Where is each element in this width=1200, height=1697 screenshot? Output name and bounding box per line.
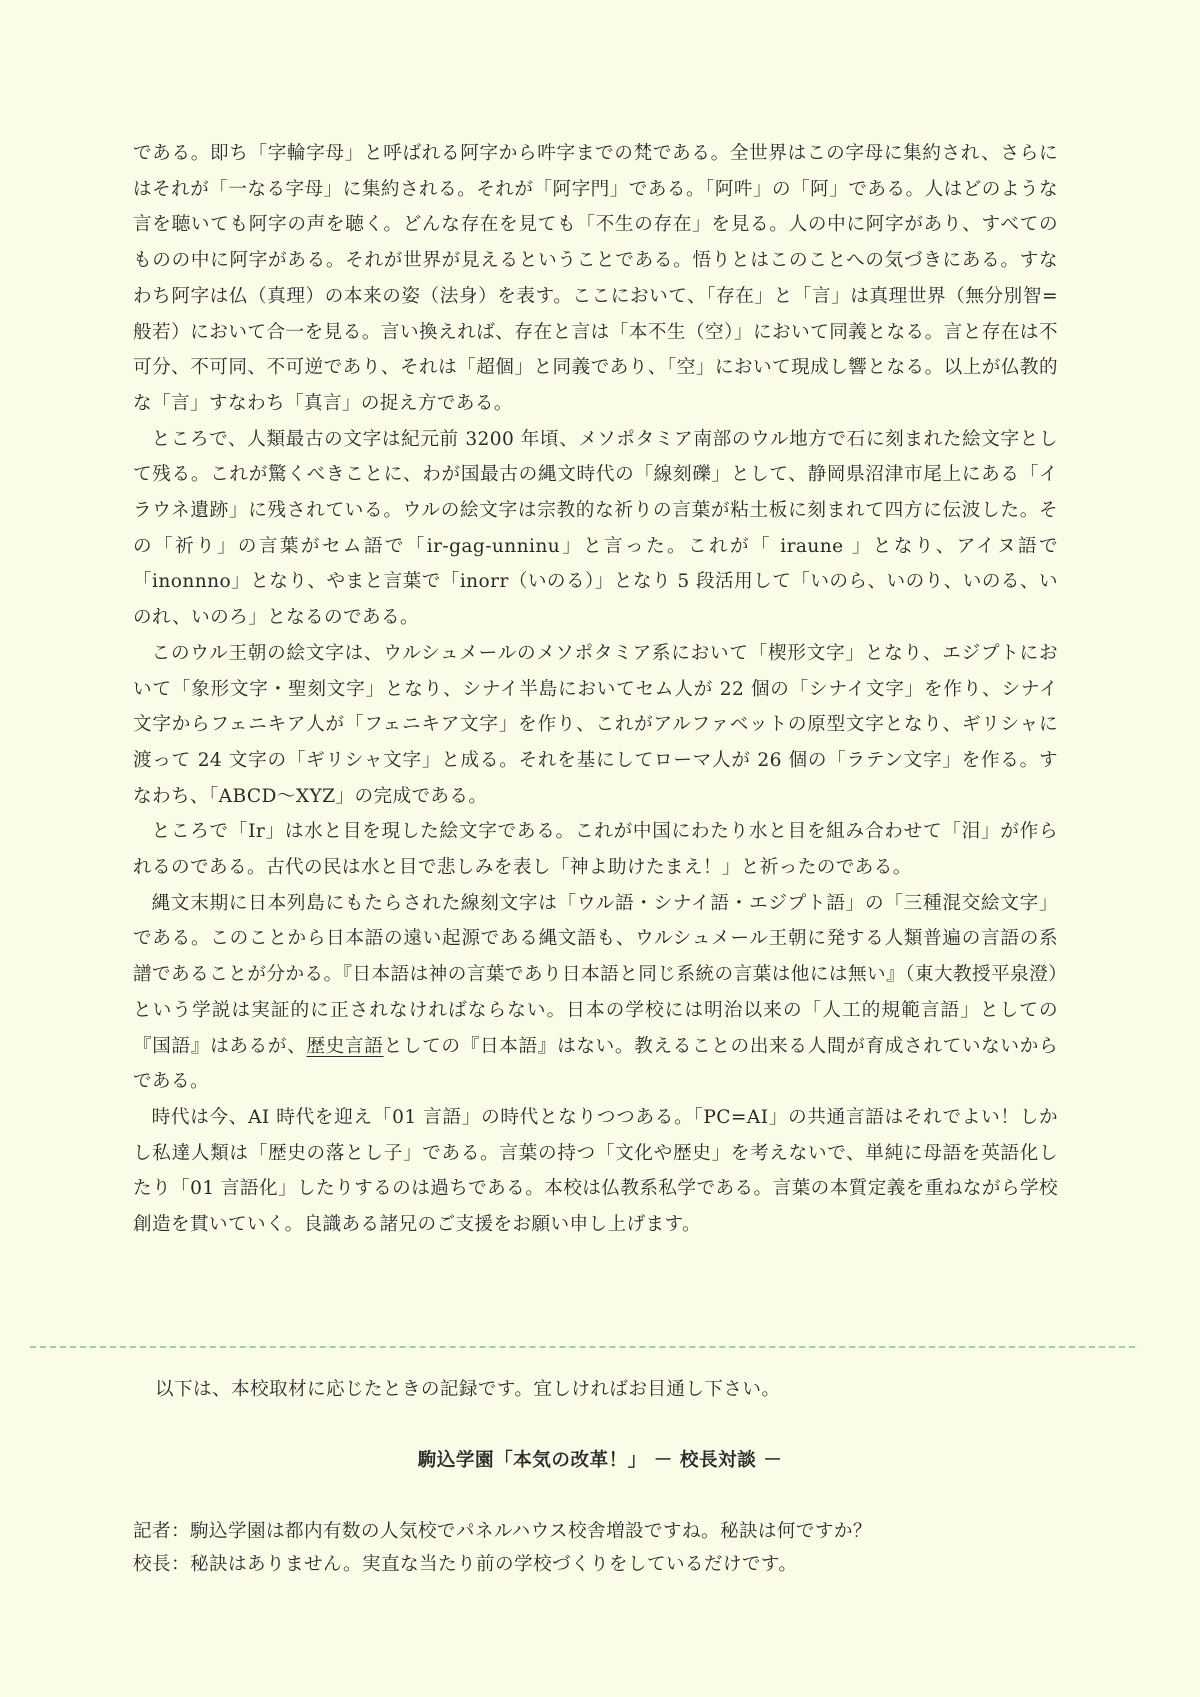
interview-dialogue xyxy=(133,1515,1058,1581)
dashed-divider xyxy=(30,1346,1135,1348)
paragraph-6: 時代は今、AI 時代を迎え「01 言語」の時代となりつつある。「PC=AI」の共通言語はそれでよい！しかし私達人類は「歴史の落とし子」である。言葉の持つ「文化や歴史」を考えないで、単純に母語を英語化したり「01 言語化」したりするのは過ちである。本校は仏教系私学である。言葉の本質定義を重ねながら学校創造を貫いていく。良識ある諸兄のご支援をお願い申し上げます。 xyxy=(133,1106,1058,1236)
dialogue-line-reporter: 記者：駒込学園は都内有数の人気校でパネルハウス校舎増設ですね。秘訣は何ですか？ xyxy=(133,1521,872,1542)
dialogue-line-principal: 校長：秘訣はありません。実直な当たり前の学校づくりをしているだけです。 xyxy=(133,1554,798,1575)
underlined-term: 歴史言語 xyxy=(306,1035,384,1057)
paragraph-2: ところで、人類最古の文字は紀元前 3200 年頃、メソポタミア南部のウル地方で石に刻まれた絵文字として残る。これが驚くべきことに、わが国最古の縄文時代の「線刻礫」として、静岡県沼津市尾上にある「イラウネ遺跡」に残されている。ウルの絵文字は宗教的な祈りの言葉が粘土板に刻まれて四方に伝波した。その「祈り」の言葉がセム語で「ir-gag-unninu」と言った。これが「 iraune 」となり、アイヌ語で「inonnno」となり、やまと言葉で「inorr（いのる）」となり 5 段活用して「いのら、いのり、いのる、いのれ、いのろ」となるのである。 xyxy=(133,428,1058,629)
paragraph-4: ところで「Ir」は水と目を現した絵文字である。これが中国にわたり水と目を組み合わせて「泪」が作られるのである。古代の民は水と目で悲しみを表し「神よ助けたまえ！」と祈ったのである。 xyxy=(133,821,1058,879)
paragraph-5-tail: としての『日本語』はない。教えることの出来る人間が育成されていないからである。 xyxy=(133,1035,1058,1093)
paragraph-1: である。即ち「字輪字母」と呼ばれる阿字から吽字までの梵である。全世界はこの字母に集約され、さらにはそれが「一なる字母」に集約される。それが「阿字門」である。「阿吽」の「阿」である。人はどのような言を聴いても阿字の声を聴く。どんな存在を見ても「不生の存在」を見る。人の中に阿字があり、すべてのものの中に阿字がある。それが世界が見えるということである。悟りとはこのことへの気づきにある。すなわち阿字は仏（真理）の本来の姿（法身）を表す。ここにおいて、「存在」と「言」は真理世界（無分別智=般若）において合一を見る。言い換えれば、存在と言は「本不生（空）」において同義となる。言と存在は不可分、不可同、不可逆であり、それは「超個」と同義であり、「空」において現成し響となる。以上が仏教的な「言」すなわち「真言」の捉え方である。 xyxy=(133,143,1058,414)
interview-title: 駒込学園「本気の改革！」 － 校長対談 － xyxy=(417,1450,783,1471)
interview-intro: 以下は、本校取材に応じたときの記録です。宜しければお目通し下さい。 xyxy=(155,1379,781,1400)
paragraph-5-text: 縄文末期に日本列島にもたらされた線刻文字は「ウル語・シナイ語・エジプト語」の「三種混交絵文字」である。このことから日本語の遠い起源である縄文語も、ウルシュメール王朝に発する人類普遍の言語の系譜であることが分かる。『日本語は神の言葉であり日本語と同じ系統の言葉は他には無い』（東大教授平泉澄）という学説は実証的に正されなければならない。日本の学校には明治以来の「人工的規範言語」としての『国語』はあるが、 xyxy=(133,892,1058,1057)
paragraph-3: このウル王朝の絵文字は、ウルシュメールのメソポタミア系において「楔形文字」となり、エジプトにおいて「象形文字・聖刻文字」となり、シナイ半島においてセム人が 22 個の「シナイ文字」を作り、シナイ文字からフェニキア人が「フェニキア文字」を作り、これがアルファベットの原型文字となり、ギリシャに渡って 24 文字の「ギリシャ文字」と成る。それを基にしてローマ人が 26 個の「ラテン文字」を作る。すなわち、「ABCD～XYZ」の完成である。 xyxy=(133,642,1058,807)
paragraph-5 xyxy=(133,886,1058,1100)
essay-body xyxy=(133,136,1058,1243)
